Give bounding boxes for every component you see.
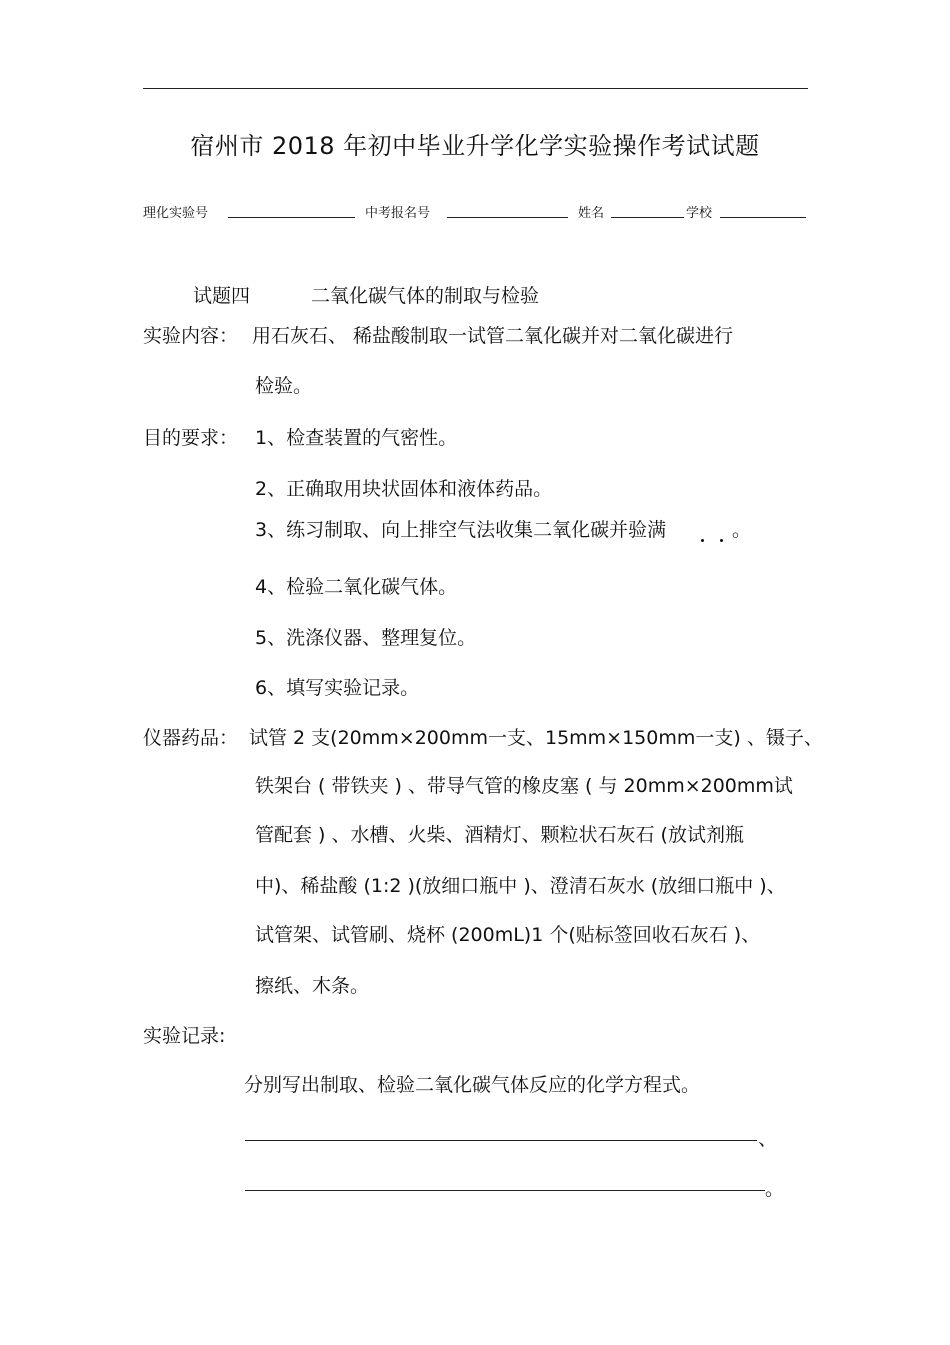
name-field[interactable] xyxy=(611,217,684,218)
school-field[interactable] xyxy=(720,217,806,218)
question-topic: 二氧化碳气体的制取与检验 xyxy=(311,285,540,307)
content-line-2: 检验。 xyxy=(255,375,313,397)
requirement-item-3-end: 。 xyxy=(732,519,752,541)
materials-line-6: 擦纸、木条。 xyxy=(255,975,370,997)
exam-number-label: 中考报名号 xyxy=(365,206,431,221)
lab-number-field[interactable] xyxy=(228,217,355,218)
question-number: 试题四 xyxy=(193,285,251,307)
answer-line-1-end: 、 xyxy=(758,1128,778,1150)
requirement-item-5: 5、洗涤仪器、整理复位。 xyxy=(255,627,477,649)
materials-label: 仪器药品： xyxy=(143,727,239,749)
content-line-1: 用石灰石、 稀盐酸制取一试管二氧化碳并对二氧化碳进行 xyxy=(252,325,734,347)
name-label: 姓名 xyxy=(578,206,605,221)
materials-line-5: 试管架、试管刷、烧杯 (200mL)1 个(贴标签回收石灰石 )、 xyxy=(255,924,761,946)
materials-line-1: 试管 2 支(20mm×200mm一支、15mm×150mm一支) 、镊子、 xyxy=(249,727,823,749)
page-title: 宿州市 2018 年初中毕业升学化学实验操作考试试题 xyxy=(190,132,760,160)
equation-answer-line-1[interactable] xyxy=(245,1140,757,1141)
record-label: 实验记录: xyxy=(143,1025,226,1047)
top-rule xyxy=(143,88,808,89)
requirement-item-1: 1、检查装置的气密性。 xyxy=(255,427,458,449)
record-prompt: 分别写出制取、检验二氧化碳气体反应的化学方程式。 xyxy=(244,1074,701,1096)
answer-line-2-end: 。 xyxy=(765,1178,785,1200)
exam-number-field[interactable] xyxy=(447,217,568,218)
content-label: 实验内容： xyxy=(143,325,239,347)
requirements-label: 目的要求： xyxy=(143,427,239,449)
emphasis-dot xyxy=(701,539,704,542)
emphasis-dot xyxy=(720,539,723,542)
requirement-item-6: 6、填写实验记录。 xyxy=(255,677,420,699)
requirement-item-2: 2、正确取用块状固体和液体药品。 xyxy=(255,478,553,500)
requirement-item-3: 3、练习制取、向上排空气法收集二氧化碳并验满 xyxy=(255,519,667,541)
materials-line-4: 中)、稀盐酸 (1:2 )(放细口瓶中 )、澄清石灰水 (放细口瓶中 )、 xyxy=(255,875,786,897)
school-label: 学校 xyxy=(686,206,713,221)
materials-line-2: 铁架台 ( 带铁夹 ) 、带导气管的橡皮塞 ( 与 20mm×200mm试 xyxy=(255,775,793,797)
requirement-item-4: 4、检验二氧化碳气体。 xyxy=(255,576,458,598)
materials-line-3: 管配套 ) 、水槽、火柴、酒精灯、颗粒状石灰石 (放试剂瓶 xyxy=(255,824,744,846)
lab-number-label: 理化实验号 xyxy=(143,206,209,221)
equation-answer-line-2[interactable] xyxy=(245,1190,765,1191)
